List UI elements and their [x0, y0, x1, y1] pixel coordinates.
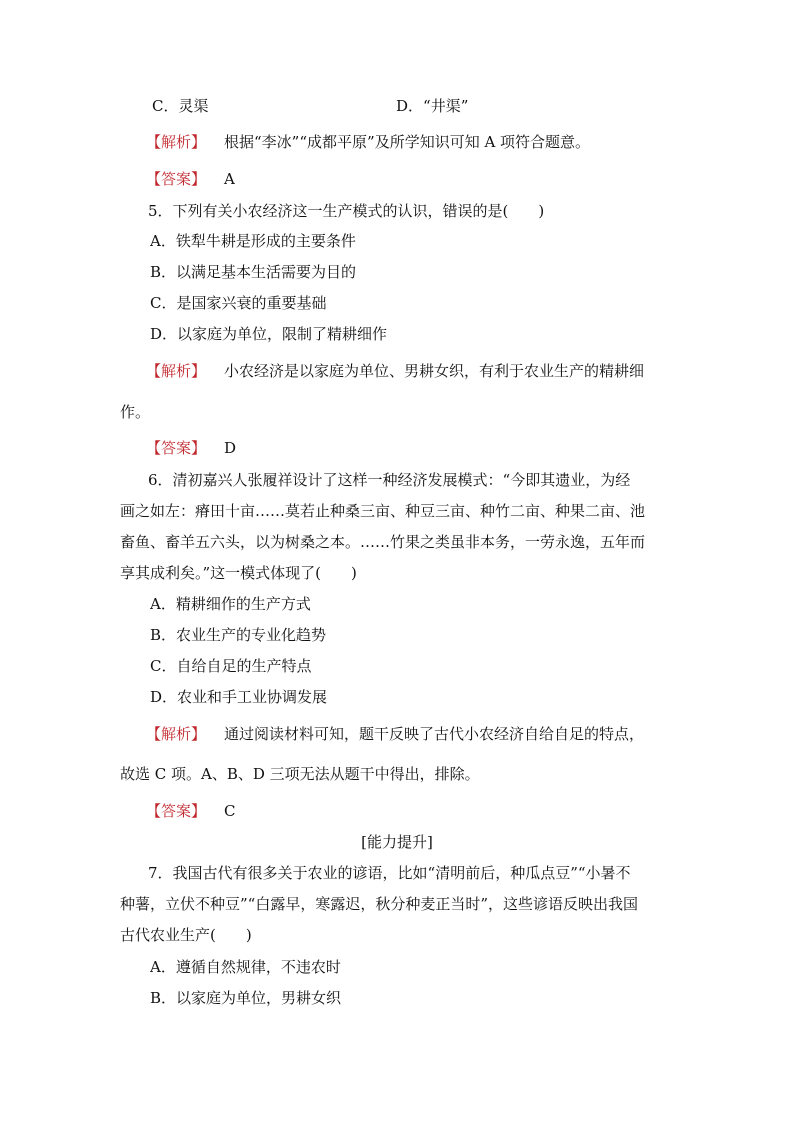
q6-answer-text: C	[224, 802, 236, 820]
option-c: C．灵渠	[152, 97, 209, 115]
q6-option-a: A．精耕细作的生产方式	[150, 595, 311, 613]
question-6-line-2: 画之如左：瘠田十亩……莫若止种桑三亩、种豆三亩、种竹二亩、种果二亩、池	[120, 502, 646, 520]
q6-option-b: B．农业生产的专业化趋势	[150, 626, 327, 644]
q6-analysis-tag: 【解析】	[146, 725, 207, 743]
q6-answer-tag: 【答案】	[146, 802, 207, 820]
q6-option-c: C．自给自足的生产特点	[150, 657, 312, 675]
q5-analysis-line-1	[146, 360, 678, 382]
question-6-line-3: 畜鱼、畜羊五六头，以为树桑之本。……竹果之类虽非本务，一劳永逸，五年而	[120, 533, 646, 551]
q6-analysis-text-1: 通过阅读材料可知，题干反映了古代小农经济自给自足的特点，	[224, 725, 645, 743]
section-heading-text: [能力提升]	[361, 833, 433, 851]
q5-analysis-text-1: 小农经济是以家庭为单位、男耕女织，有利于农业生产的精耕细	[224, 362, 645, 380]
analysis-text: 根据“李冰”“成都平原”及所学知识可知 A 项符合题意。	[224, 133, 591, 151]
q5-option-c: C．是国家兴衰的重要基础	[150, 294, 327, 312]
option-line-c-d	[152, 95, 676, 117]
option-d: D．“井渠”	[396, 97, 469, 115]
q5-answer-line	[146, 437, 676, 459]
question-7-line-2: 种薯，立伏不种豆”“白露早，寒露迟，秋分种麦正当时”，这些谚语反映出我国	[120, 895, 639, 913]
answer-tag: 【答案】	[146, 170, 207, 188]
question-7-line-1: 7．我国古代有很多关于农业的谚语，比如“清明前后，种瓜点豆”“小暑不	[148, 864, 631, 882]
question-6-line-4: 享其成利矣。”这一模式体现了( )	[120, 564, 357, 582]
question-5: 5．下列有关小农经济这一生产模式的认识，错误的是( )	[148, 202, 545, 220]
q7-option-b: B．以家庭为单位，男耕女织	[150, 989, 342, 1007]
answer-text: A	[224, 170, 235, 188]
q6-analysis-line-1	[146, 723, 678, 745]
q6-option-d: D．农业和手工业协调发展	[150, 688, 328, 706]
q6-answer-line	[146, 800, 676, 822]
q5-answer-text: D	[224, 439, 237, 457]
analysis-tag: 【解析】	[146, 133, 207, 151]
q5-answer-tag: 【答案】	[146, 439, 207, 457]
q5-option-d: D．以家庭为单位，限制了精耕细作	[150, 325, 388, 343]
q7-option-a: A．遵循自然规律，不违农时	[150, 958, 341, 976]
section-heading	[0, 831, 794, 853]
answer-line	[146, 168, 676, 190]
q5-option-b: B．以满足基本生活需要为目的	[150, 263, 357, 281]
q5-analysis-tag: 【解析】	[146, 362, 207, 380]
q5-analysis-line-2: 作。	[120, 403, 151, 421]
q6-analysis-line-2: 故选 C 项。A、B、D 三项无法从题干中得出，排除。	[120, 765, 480, 783]
question-6-line-1: 6．清初嘉兴人张履祥设计了这样一种经济发展模式：“今即其遗业，为经	[148, 471, 631, 489]
analysis-line	[146, 131, 676, 153]
question-7-line-3: 古代农业生产( )	[120, 926, 252, 944]
q5-option-a: A．铁犁牛耕是形成的主要条件	[150, 232, 356, 250]
